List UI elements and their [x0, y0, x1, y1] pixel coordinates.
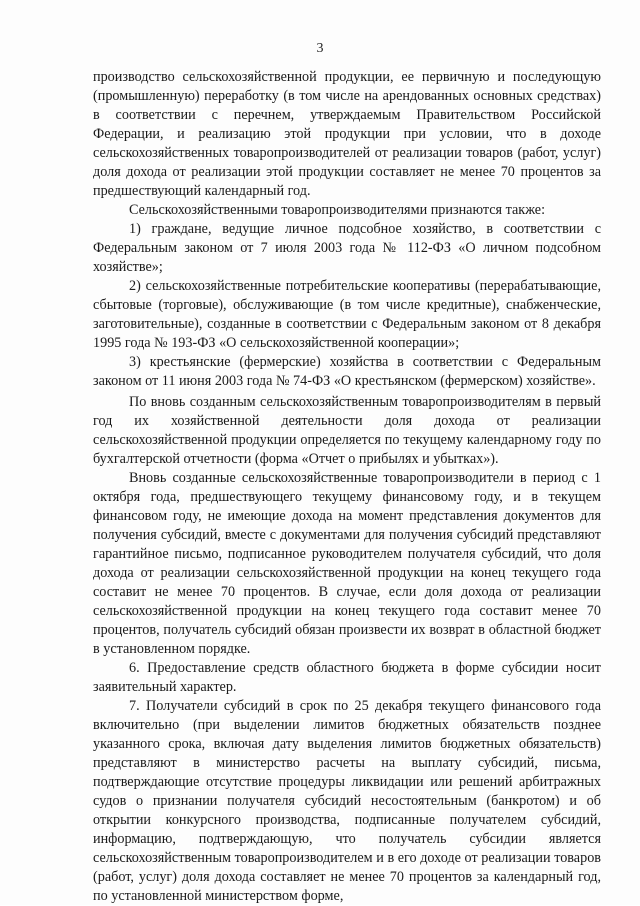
paragraph-item-1: 1) граждане, ведущие личное подсобное хозяйство, в соответствии с Федеральным законом от 7 июля 2003 года № 112-ФЗ «О личном подсобном хозяйстве»;: [93, 221, 601, 275]
paragraph-item-2: 2) сельскохозяйственные потребительские кооперативы (перерабатывающие, сбытовые (торговые), обслуживающие (в том числе кредитные), снабженческие, заготовительные), созданные в соответствии с Федеральным законом от 8 декабря 1995 года № 193-ФЗ «О сельскохозяйственной кооперации»;: [93, 278, 601, 351]
paragraph-clause-7: 7. Получатели субсидий в срок по 25 декабря текущего финансового года включительно (при выделении лимитов бюджетных обязательств позднее указанного срока, включая дату выделения лимитов бюджетных обязательств) представляют в министерство расчеты на выплату субсидий, письма, подтверждающие отсутствие процедуры ликвидации или решений арбитражных судов о признании получателя субсидий несостоятельным (банкротом) и об открытии конкурсного производства, подписанные получателем субсидий, информацию, подтверждающую, что получатель субсидии является сельскохозяйственным товаропроизводителем и в его доходе от реализации товаров (работ, услуг) доля дохода составляет не менее 70 процентов за календарный год, по установленной министерством форме,: [93, 698, 601, 904]
paragraph-continuation: производство сельскохозяйственной продукции, ее первичную и последующую (промышленную) переработку (в том числе на арендованных основных средствах) в соответствии с перечнем, утверждаемым Правительством Российской Федерации, и реализацию этой продукции при условии, что в доходе сельскохозяйственных товаропроизводителей от реализации товаров (работ, услуг) доля дохода от реализации этой продукции составляет не менее 70 процентов за предшествующий календарный год.: [93, 69, 601, 199]
paragraph-item-3: 3) крестьянские (фермерские) хозяйства в соответствии с Федеральным законом от 11 июня 2003 года № 74-ФЗ «О крестьянском (фермерском) хозяйстве».: [93, 354, 601, 389]
paragraph-clause-6: 6. Предоставление средств областного бюджета в форме субсидии носит заявительный характер.: [93, 660, 601, 695]
paragraph-new-producers: По вновь созданным сельскохозяйственным товаропроизводителям в первый год их хозяйственной деятельности доля дохода от реализации сельскохозяйственной продукции определяется по текущему календарному году по бухгалтерской отчетности (форма «Отчет о прибылях и убытках»).: [93, 394, 601, 467]
page-number: 3: [316, 41, 324, 56]
document-body: [93, 68, 601, 906]
paragraph-producers-intro: Сельскохозяйственными товаропроизводителями признаются также:: [129, 202, 546, 218]
paragraph-guarantee-letter: Вновь созданные сельскохозяйственные товаропроизводители в период с 1 октября года, предшествующего текущему финансовому году, и в текущем финансовом году, не имеющие дохода на момент представления документов для получения субсидий, вместе с документами для получения субсидий представляют гарантийное письмо, подписанное руководителем получателя субсидий, что доля дохода от реализации сельскохозяйственной продукции на конец текущего года составит не менее 70 процентов. В случае, если доля дохода от реализации сельскохозяйственной продукции на конец текущего года составит менее 70 процентов, получатель субсидий обязан произвести их возврат в областной бюджет в установленном порядке.: [93, 470, 601, 657]
